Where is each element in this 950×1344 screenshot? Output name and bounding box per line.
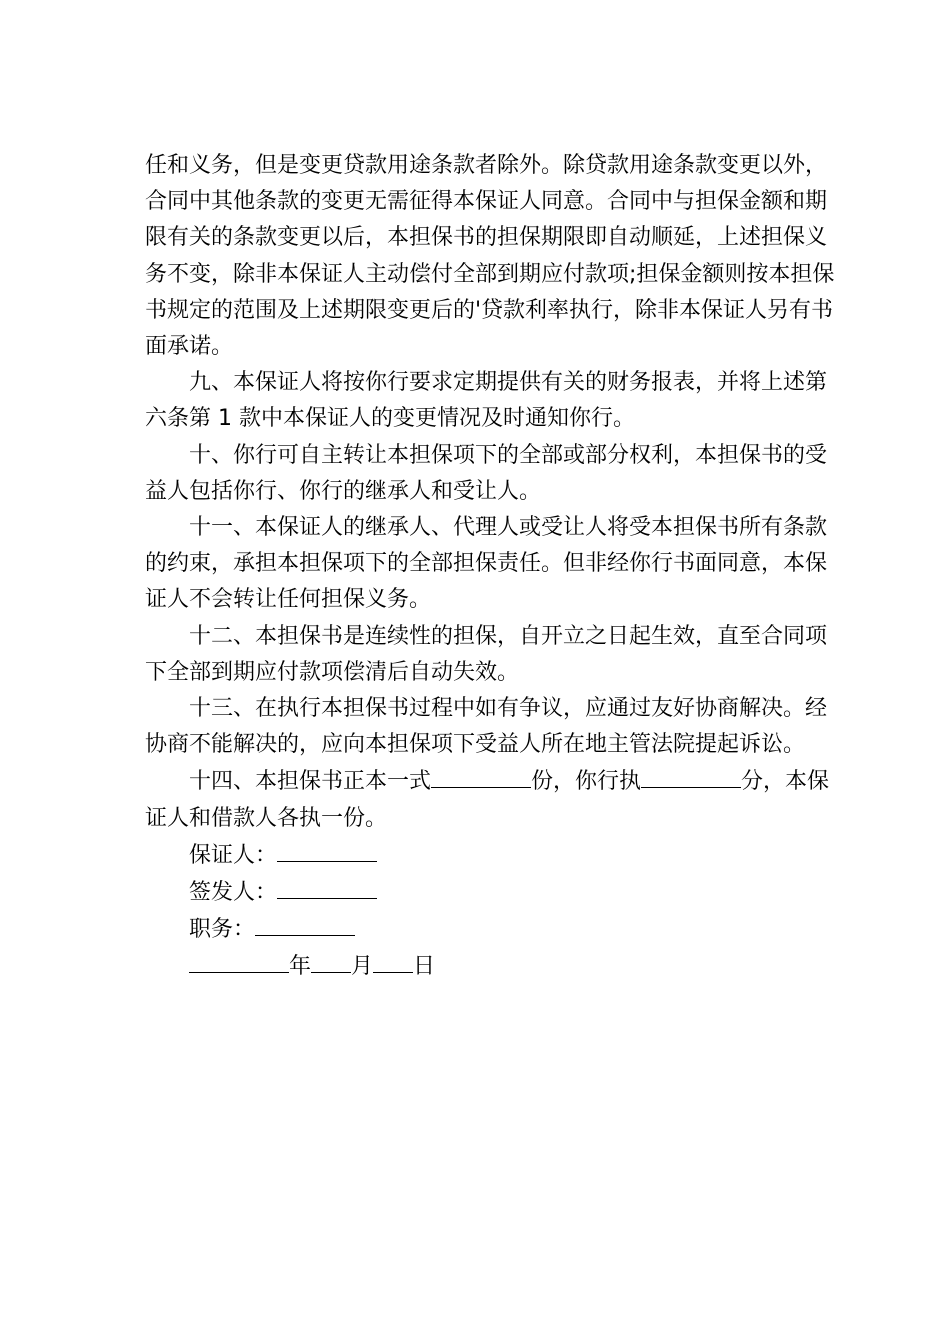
position-label: 职务： xyxy=(189,917,256,943)
clause-14-part2: 份，你行执 xyxy=(531,769,642,795)
guarantor-label: 保证人： xyxy=(189,842,278,868)
clause-10: 十、你行可自主转让本担保项下的全部或部分权利，本担保书的受益人包括你行、你行的继承人和受让人。 xyxy=(145,442,828,504)
clause-13: 十三、在执行本担保书过程中如有争议，应通过友好协商解决。经协商不能解决的，应向本担保项下受益人所在地主管法院提起诉讼。 xyxy=(145,696,828,758)
year-label: 年 xyxy=(289,954,312,980)
bank-copies-blank xyxy=(641,763,741,788)
issuer-blank xyxy=(277,874,377,899)
clause-12: 十二、本担保书是连续性的担保，自开立之日起生效，直至合同项下全部到期应付款项偿清后自动失效。 xyxy=(145,623,828,685)
day-label: 日 xyxy=(413,954,436,980)
clause-11: 十一、本保证人的继承人、代理人或受让人将受本担保书所有条款的约束，承担本担保项下的全部担保责任。但非经你行书面同意，本保证人不会转让任何担保义务。 xyxy=(145,515,828,613)
document-body xyxy=(145,148,835,986)
clause-14-part1: 十四、本担保书正本一式 xyxy=(189,769,432,795)
year-blank xyxy=(189,948,289,973)
copies-blank xyxy=(431,763,531,788)
guarantor-blank xyxy=(277,837,377,862)
clause-14-part3: 分，本保证人和借款人各执一份。 xyxy=(145,769,830,831)
issuer-label: 签发人： xyxy=(189,880,278,906)
month-blank xyxy=(311,948,351,973)
paragraph-continuation: 任和义务，但是变更贷款用途条款者除外。除贷款用途条款变更以外，合同中其他条款的变更无需征得本保证人同意。合同中与担保金额和期限有关的条款变更以后，本担保书的担保期限即自动顺延，上述担保义务不变，除非本保证人主动偿付全部到期应付款项;担保金额则按本担保书规定的范围及上述期限变更后的'贷款利率执行，除非本保证人另有书面承诺。 xyxy=(145,153,835,360)
position-blank xyxy=(255,911,355,936)
month-label: 月 xyxy=(351,954,374,980)
date-line xyxy=(145,948,835,985)
clause-14 xyxy=(145,763,835,836)
clause-9: 九、本保证人将按你行要求定期提供有关的财务报表，并将上述第六条第 1 款中本保证人的变更情况及时通知你行。 xyxy=(145,370,828,432)
guarantor-line xyxy=(145,837,835,874)
position-line xyxy=(145,911,835,948)
issuer-line xyxy=(145,874,835,911)
day-blank xyxy=(373,948,413,973)
